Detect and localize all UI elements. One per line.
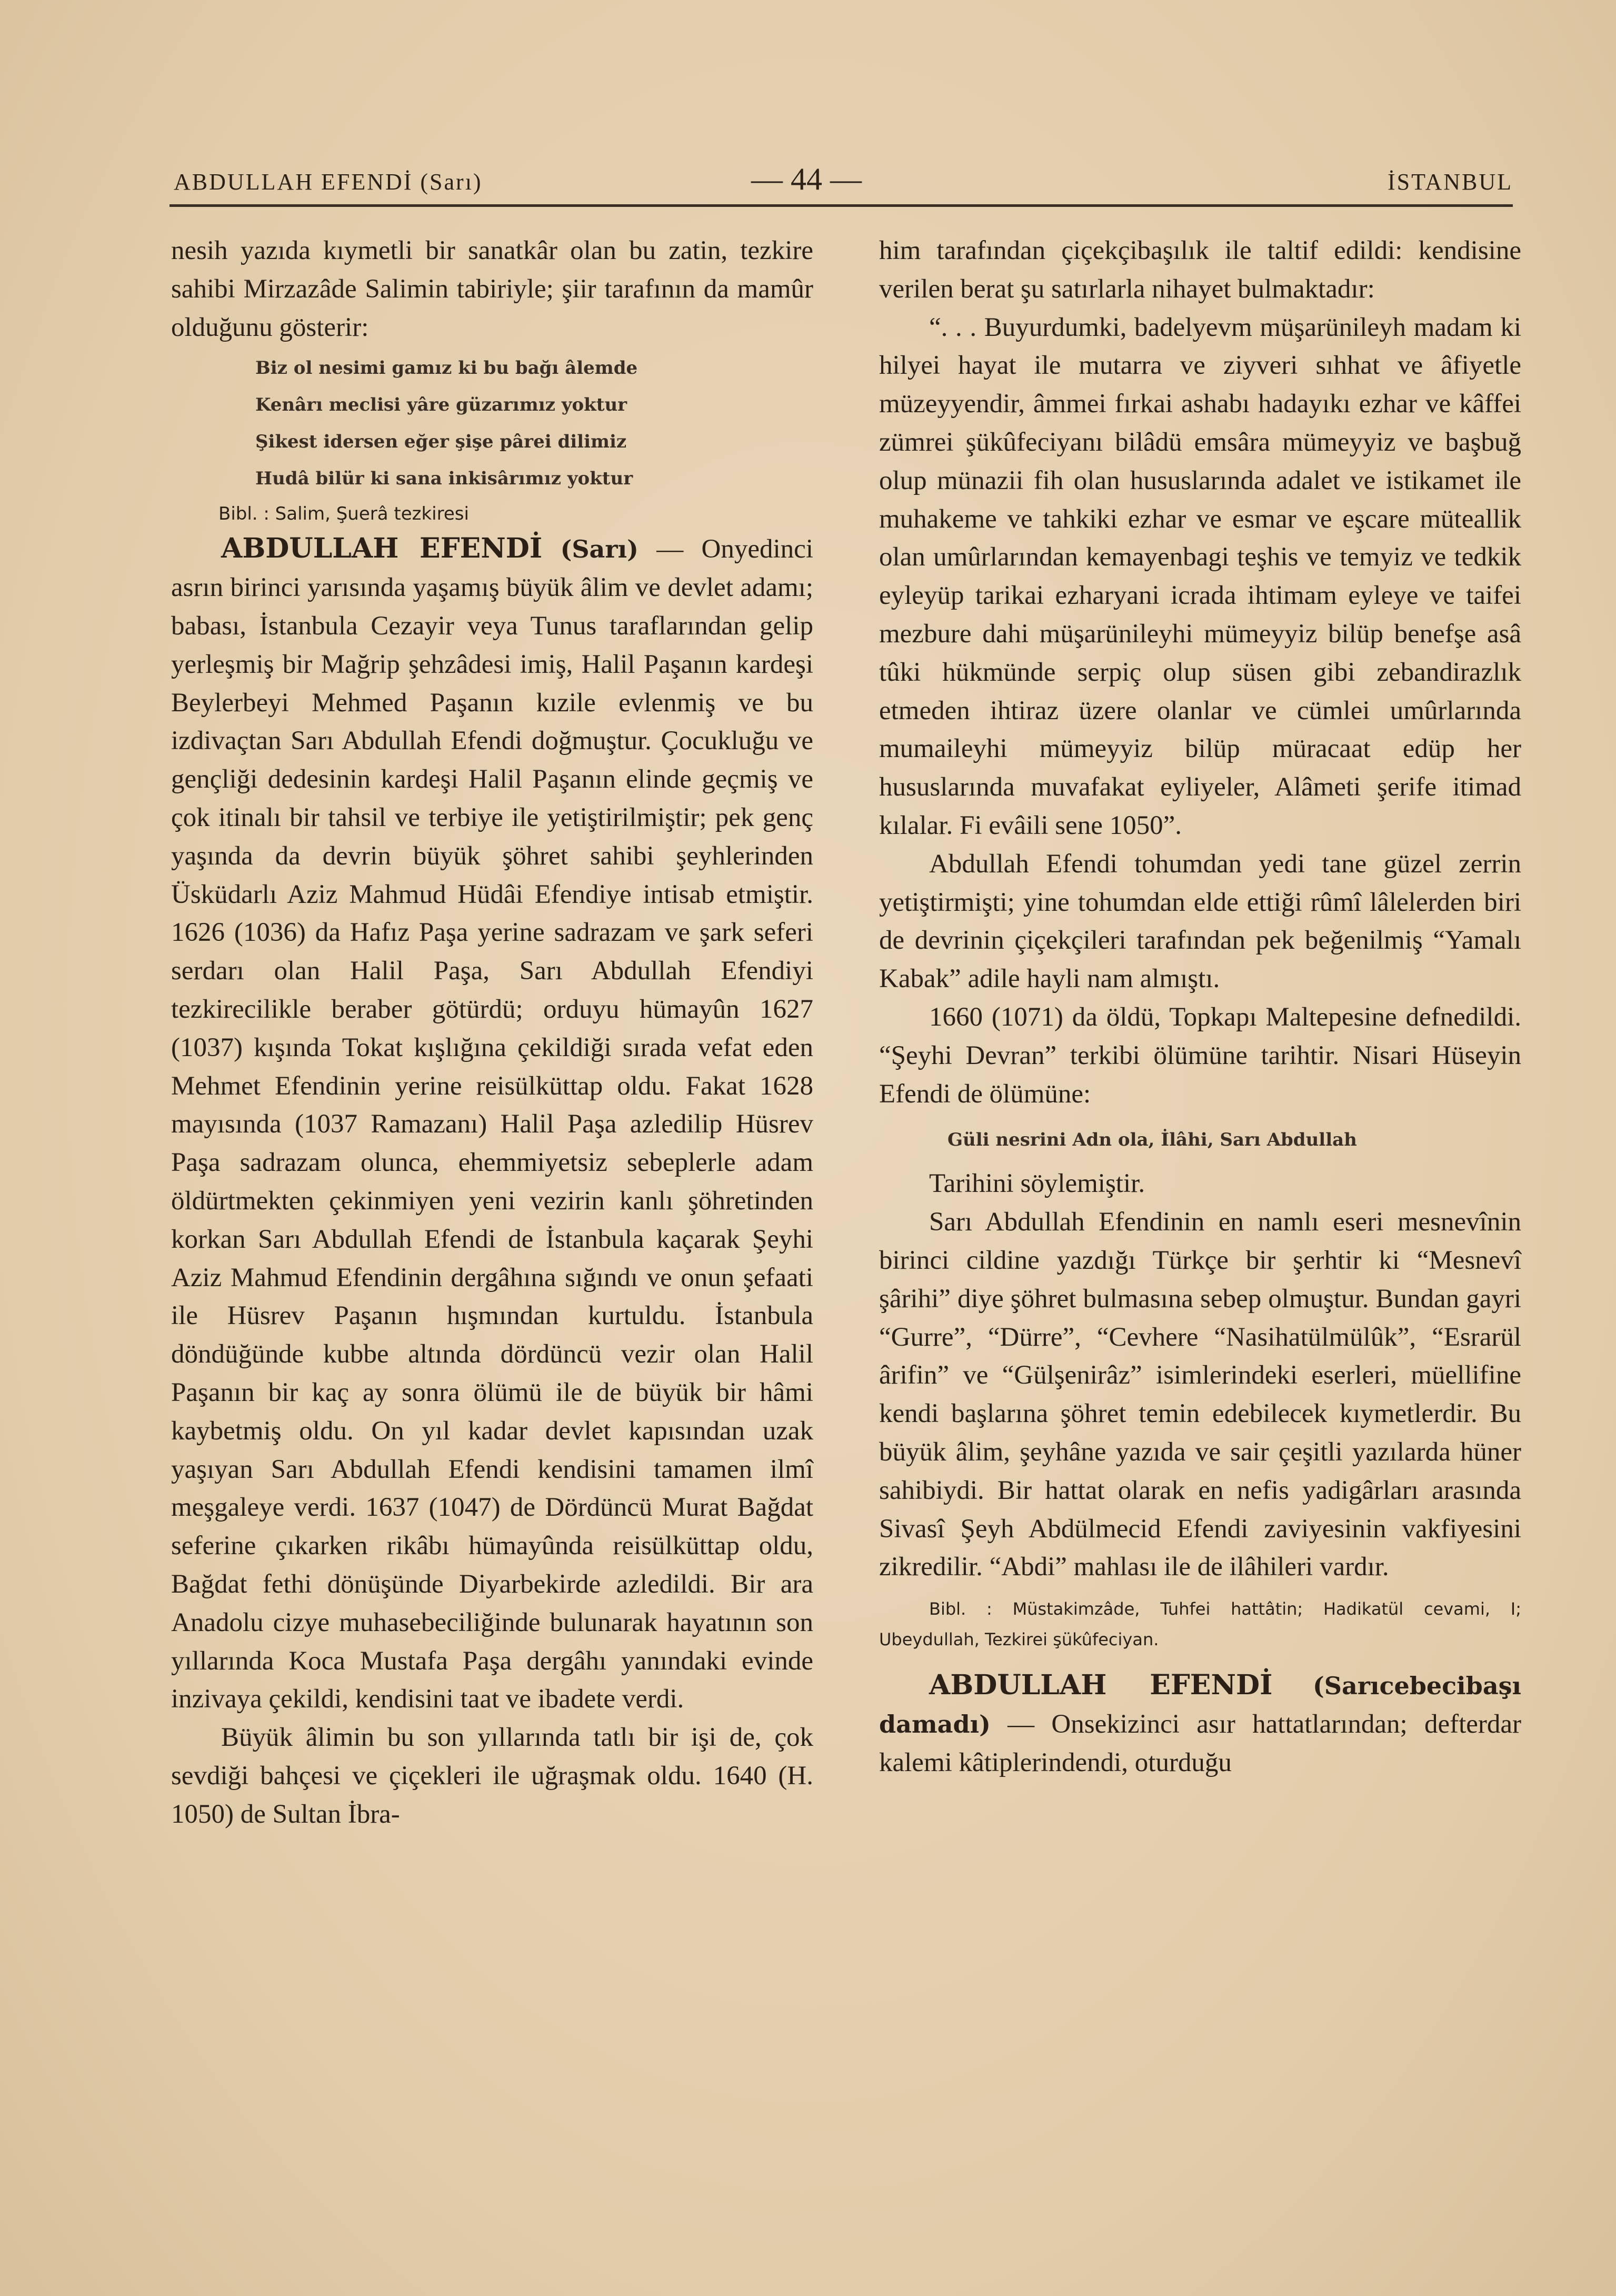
bibliography: Bibl. : Salim, Şuerâ tezkiresi: [218, 503, 469, 525]
paragraph: nesih yazıda kıymetli bir sanatkâr olan bu zatin, tezkire sahibi Mirzazâde Salimin tabiriyle; şiir tarafının da mamûr olduğunu gösterir:: [171, 236, 813, 342]
paragraph: Tarihini söylemiştir.: [929, 1169, 1145, 1199]
poem-line: Şikest idersen eğer şişe pârei dilimiz: [255, 431, 627, 453]
page-number: — 44 —: [751, 162, 862, 196]
entry-subtitle: (Sarıcebecibaşı damadı): [879, 1672, 1521, 1738]
entry-title: ABDULLAH EFENDİ: [221, 532, 543, 565]
paragraph: Sarı Abdullah Efendinin en namlı eseri mesnevînin birinci cildine yazdığı Türkçe bir şerhtir ki “Mesnevî şârihi” diye şöhret bulmasına sebep olmuştur. Bundan gayri “Gurre”, “Dürre”, “Cevhere “Nasihatülmülûk”, “Esrarül ârifin” ve “Gülşenirâz” isimlerindeki eserleri, müellifine kendi başlarına şöhret temin edebilecek kıymetlerdir. Bu büyük âlim, şeyhâne yazıda ve sair çeşitli yazılarda hüner sahibiydi. Bir hattat olarak en nefis yadigârları arasında Sivasî Şeyh Abdülmecid Efendi zaviyesinin vakfiyesini zikredilir. “Abdi” mahlası ile de ilâhileri vardır.: [879, 1207, 1521, 1582]
entry-title: ABDULLAH EFENDİ: [929, 1669, 1273, 1702]
paragraph: 1660 (1071) da öldü, Topkapı Maltepesine defnedildi. “Şeyhi Devran” terkibi ölümüne tarihtir. Nisari Hüseyin Efendi de ölümüne:: [879, 1002, 1521, 1109]
entry-text: — Onyedinci asrın birinci yarısında yaşamış büyük âlim ve devlet adamı; babası, İstanbula Cezayir veya Tunus taraflarından gelip yerleşmiş bir Mağrip şehzâdesi imiş, Halil Paşanın kardeşi Beylerbeyi Mehmed Paşanın kızile evlenmiş ve bu izdivaçtan Sarı Abdullah Efendi doğmuştur. Çocukluğu ve gençliği dedesinin kardeşi Halil Paşanın elinde geçmiş ve çok itinalı bir tahsil ve terbiye ile yetiştirilmiştir; pek genç yaşında da devrin büyük şöhret sahibi şeyhlerinden Üsküdarlı Aziz Mahmud Hüdâi Efendiye intisab etmiştir. 1626 (1036) da Hafız Paşa yerine sadrazam ve şark seferi serdarı olan Halil Paşa, Sarı Abdullah Efendiyi tezkirecilikle beraber götürdü; orduyu hümayûn 1627 (1037) kışında Tokat kışlığına çekildiği sırada vefat eden Mehmet Efendinin yerine reisülküttap oldu. Fakat 1628 mayısında (1037 Ramazanı) Halil Paşa azledilip Hüsrev Paşa sadrazam olunca, ehemmiyetsiz sebeplerle adam öldürtmekten çekinmiyen yeni vezirin kanlı şöhretinden korkan Sarı Abdullah Efendi de İstanbula kaçarak Şeyhi Aziz Mahmud Efendinin dergâhına sığındı ve onun şefaati ile Hüsrev Paşanın hışmından kurtuldu. İstanbula döndüğünde kubbe altında dördüncü vezir olan Halil Paşanın bir kaç ay sonra ölümü ile de büyük bir hâmi kaybetmiş oldu. On yıl kadar devlet kapısından uzak yaşıyan Sarı Abdullah Efendi kendisini tamamen ilmî meşgaleye verdi. 1637 (1047) de Dördüncü Murat Bağdat seferine çıkarken rikâbı hümayûnda reisülküttap oldu, Bağdat fethi dönüşünde Diyarbekirde azledildi. Bir ara Anadolu cizye muhasebeciliğinde bulunarak hayatının son yıllarında Koca Mustafa Paşa dergâhı yanındaki evinde inzivaya çekildi, kendisini taat ve ibadete verdi.: [171, 534, 813, 1714]
entry-paragraph: [879, 1666, 1521, 1782]
entry-subtitle: (Sarı): [560, 535, 639, 564]
paragraph: Abdullah Efendi tohumdan yedi tane güzel zerrin yetiştirmişti; yine tohumdan elde ettiği rûmî lâlelerden biri de devrinin çiçekçileri tarafından pek beğenilmiş “Yamalı Kabak” adile hayli nam almıştı.: [879, 849, 1521, 994]
right-column: [879, 232, 1521, 1782]
quotation: “. . . Buyurdumki, badelyevm müşarünileyh madam ki hilyei hayat ile mutarra ve ziyveri sıhhat ve âfiyetle müzeyyendir, âmmei fırkai ashabı hadayıkı ezhar ve kâffei zümrei şükûfeciyanı bilâdü emsâra mümeyyiz ve başbuğ olup münazii fih olan hususlarında adalet ve istikamet ile muhakeme ve tahkiki ezhar ve esmar ve eşcare müteallik olan umûrlarından kemayenbagi teşhis ve temyiz ve tedkik eyleyüp tarikai ezharyani icrada ihtimam eyleye ve taifei mezbure dahi müşarünileyhi mümeyyiz bilüp benefşe asâ tûki hükmünde serpiç olup süsen gibi zebandirazlık etmeden ihtiraz üzere olanlar ve cümlei umûrlarında mumaileyhi mümeyyiz bilüp müracaat edüp her hususlarında muvafakat eyliyeler, Alâmeti şerife itimad kılalar. Fi evâili sene 1050”.: [879, 312, 1521, 840]
running-head-right: İSTANBUL: [1387, 169, 1513, 195]
paragraph: Büyük âlimin bu son yıllarında tatlı bir işi de, çok sevdiği bahçesi ve çiçekleri ile uğraşmak oldu. 1640 (H. 1050) de Sultan İbra-: [171, 1723, 813, 1829]
poem-line: Biz ol nesimi gamız ki bu bağı âlemde: [255, 357, 638, 379]
poem-line: Hudâ bilür ki sana inkisârımız yoktur: [255, 468, 633, 490]
left-column: [171, 232, 813, 1833]
entry-text: — Onsekizinci asır hattatlarından; defterdar kalemi kâtiplerindendi, oturduğu: [879, 1709, 1521, 1777]
running-head-left: ABDULLAH EFENDİ (Sarı): [174, 169, 483, 195]
entry-paragraph: [171, 530, 813, 1718]
paragraph: him tarafından çiçekçibaşılık ile taltif edildi: kendisine verilen berat şu satırlarla nihayet bulmaktadır:: [879, 236, 1521, 304]
header-rule: [169, 204, 1513, 207]
page-header: [169, 157, 1513, 199]
poem-line: Güli nesrini Adn ola, İlâhi, Sarı Abdullah: [947, 1129, 1357, 1151]
poem-line: Kenârı meclisi yâre güzarımız yoktur: [255, 394, 627, 416]
bibliography: Bibl. : Müstakimzâde, Tuhfei hattâtin; Hadikatül cevami, I; Ubeydullah, Tezkirei şükûfeciyan.: [879, 1599, 1521, 1650]
